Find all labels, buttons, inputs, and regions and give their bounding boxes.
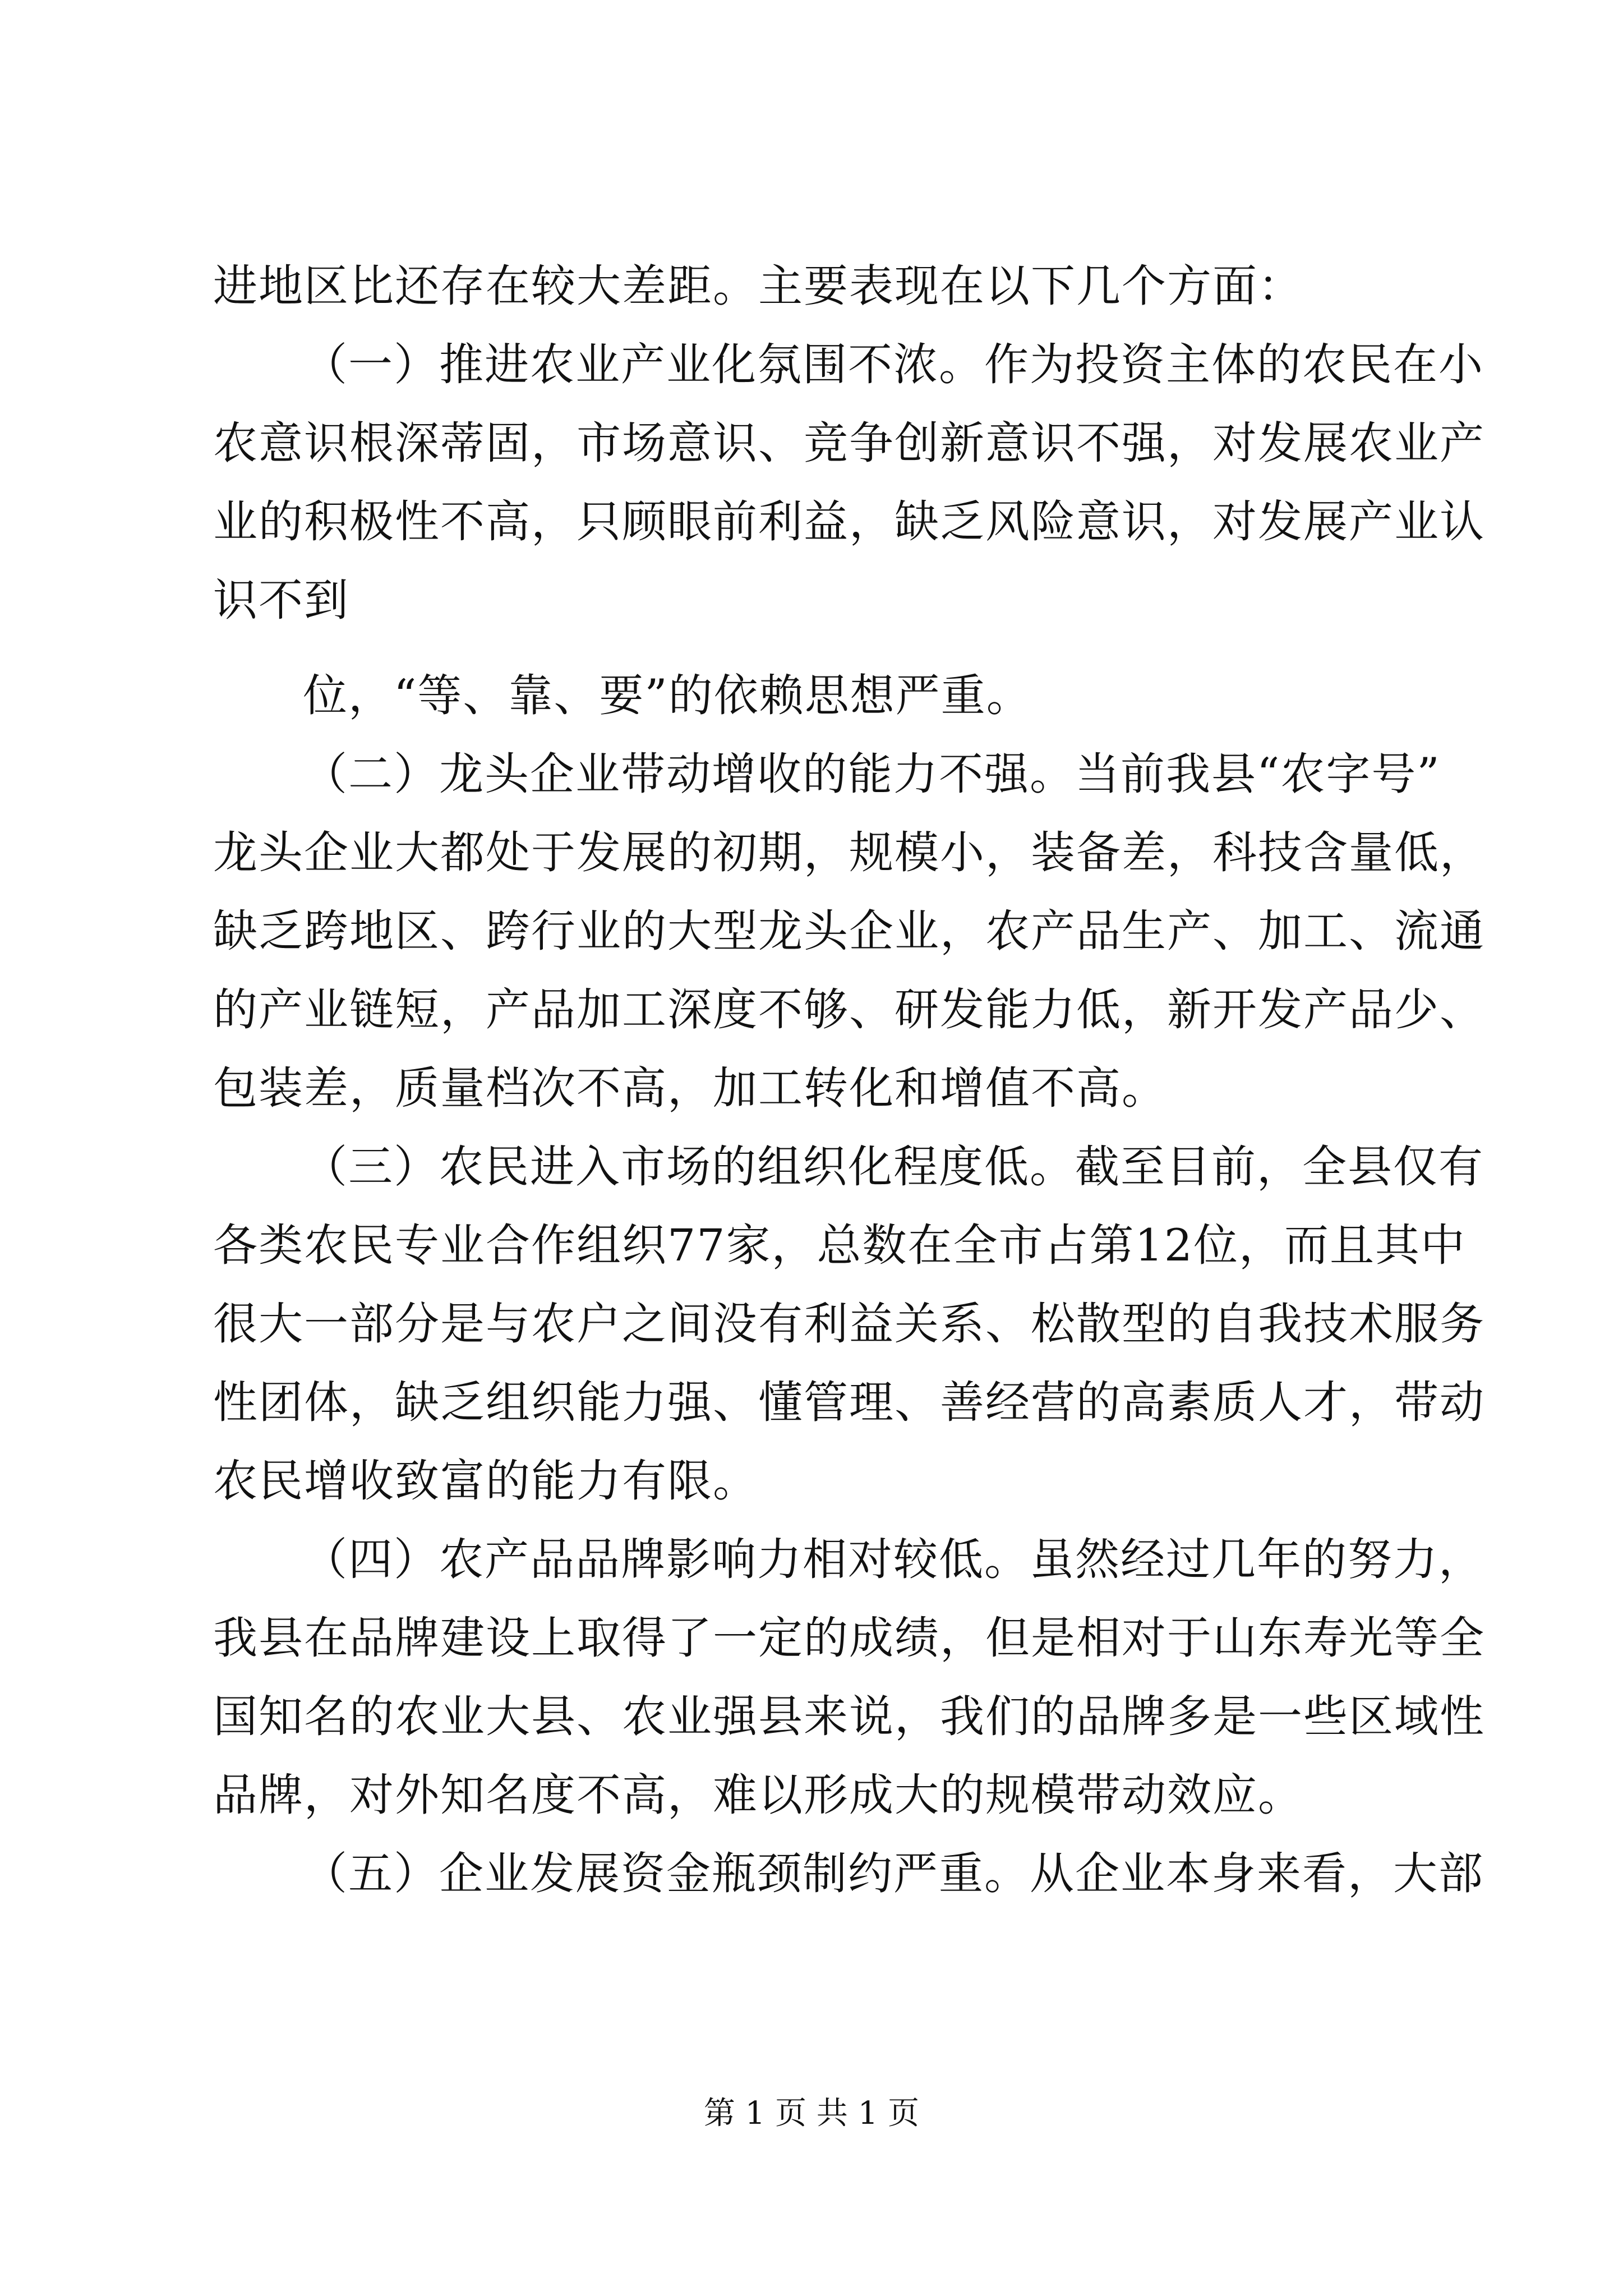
text-line-1: 进地区比还存在较大差距。主要表现在以下几个方面： bbox=[213, 260, 1303, 312]
document-body bbox=[213, 247, 1485, 1913]
text-line-18: 我县在品牌建设上取得了一定的成绩，但是相对于山东寿光等全 bbox=[213, 1612, 1485, 1664]
text-line-13: 各类农民专业合作组织77家，总数在全市占第12位，而且其中 bbox=[213, 1220, 1467, 1271]
text-line-6: 位，“等、靠、要”的依赖思想严重。 bbox=[303, 670, 1032, 721]
text-line-3: 农意识根深蒂固，市场意识、竞争创新意识不强，对发展农业产 bbox=[213, 417, 1485, 469]
text-line-19: 国知名的农业大县、农业强县来说，我们的品牌多是一些区域性 bbox=[213, 1691, 1485, 1742]
text-line-4: 业的积极性不高，只顾眼前利益，缺乏风险意识，对发展产业认 bbox=[213, 496, 1485, 547]
text-line-20: 品牌，对外知名度不高，难以形成大的规模带动效应。 bbox=[213, 1769, 1303, 1821]
text-line-16: 农民增收致富的能力有限。 bbox=[213, 1455, 758, 1507]
page-footer: 第 1 页 共 1 页 bbox=[703, 2095, 920, 2132]
text-line-9: 缺乏跨地区、跨行业的大型龙头企业，农产品生产、加工、流通 bbox=[213, 905, 1485, 957]
text-line-14: 很大一部分是与农户之间没有利益关系、松散型的自我技术服务 bbox=[213, 1298, 1485, 1350]
text-line-10: 的产业链短，产品加工深度不够、研发能力低，新开发产品少、 bbox=[213, 984, 1485, 1036]
text-line-8: 龙头企业大都处于发展的初期，规模小，装备差，科技含量低， bbox=[213, 827, 1485, 878]
text-line-12: （三）农民进入市场的组织化程度低。截至目前，全县仅有 bbox=[303, 1141, 1484, 1193]
text-line-11: 包装差，质量档次不高，加工转化和增值不高。 bbox=[213, 1062, 1167, 1114]
text-line-17: （四）农产品品牌影响力相对较低。虽然经过几年的努力， bbox=[303, 1534, 1484, 1585]
text-line-21: （五）企业发展资金瓶颈制约严重。从企业本身来看，大部 bbox=[303, 1848, 1484, 1899]
text-line-5: 识不到 bbox=[213, 574, 349, 626]
text-line-2: （一）推进农业产业化氛围不浓。作为投资主体的农民在小 bbox=[303, 339, 1484, 390]
text-line-15: 性团体，缺乏组织能力强、懂管理、善经营的高素质人才，带动 bbox=[213, 1377, 1485, 1428]
text-line-7: （二）龙头企业带动增收的能力不强。当前我县“农字号” bbox=[303, 748, 1441, 800]
